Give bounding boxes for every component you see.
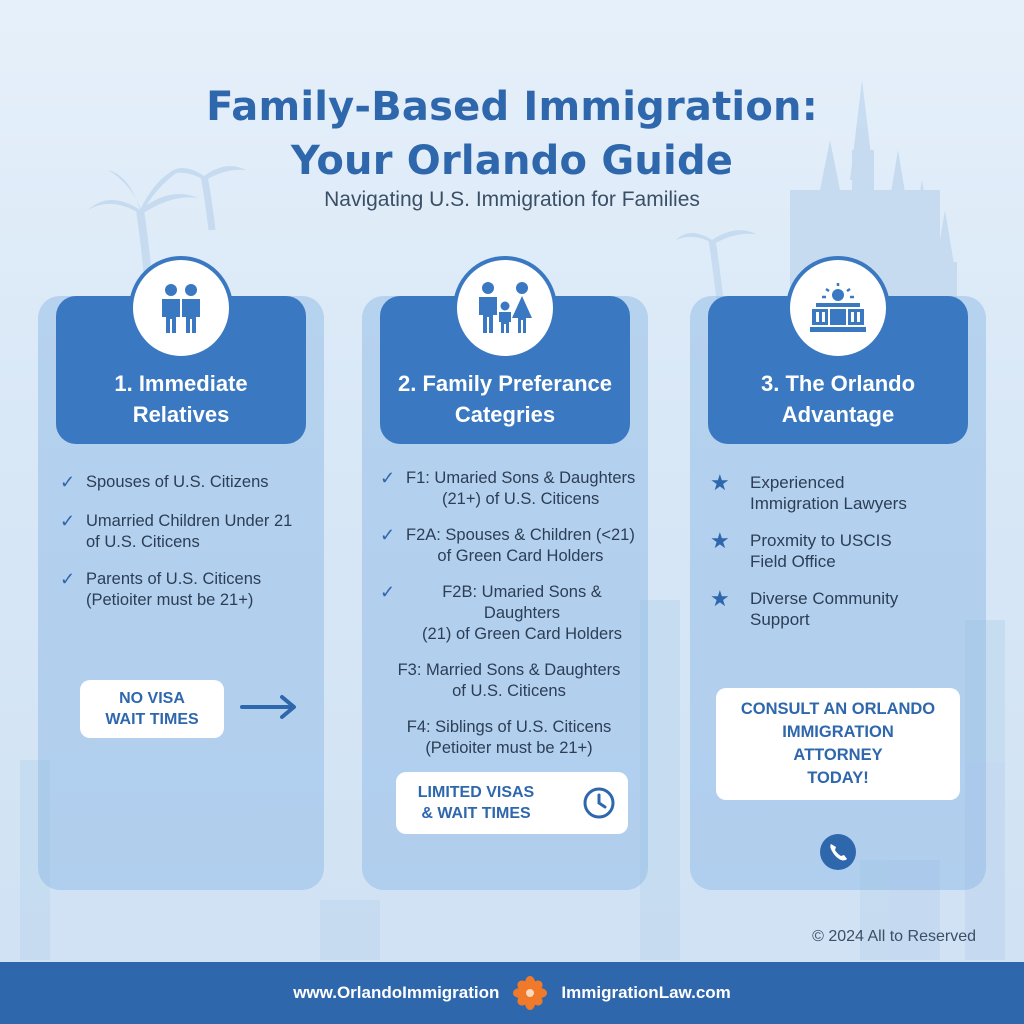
item-line-2: (Petioiter must be 21+) — [425, 739, 593, 757]
list-item — [380, 582, 638, 645]
copyright-notice: © 2024 All to Reserved — [812, 928, 976, 945]
check-icon: ✓ — [380, 525, 396, 545]
item-line-1: Parents of U.S. Citicens — [86, 570, 262, 588]
column-title-line-2: Advantage — [781, 402, 895, 427]
clock-icon — [582, 786, 616, 820]
list-item — [380, 468, 638, 510]
check-icon: ✓ — [60, 569, 76, 589]
item-line-2: of U.S. Citicens — [86, 533, 200, 551]
item-list — [710, 472, 976, 646]
orange-flower-icon — [513, 976, 547, 1010]
column-header — [56, 296, 306, 444]
item-line-1: F4: Siblings of U.S. Citicens — [406, 718, 612, 736]
list-item — [710, 530, 976, 572]
page-title-line-1: Family-Based Immigration: — [206, 84, 818, 130]
limited-visas-badge — [396, 772, 628, 834]
column-title-line-1: 2. Family Preferance — [397, 371, 612, 396]
footer-url-left[interactable]: www.OrlandoImmigration — [293, 983, 500, 1002]
page-subtitle: Navigating U.S. Immigration for Families — [324, 188, 700, 211]
item-line-1: Experienced — [750, 473, 845, 492]
item-line-2: of U.S. Citicens — [452, 682, 566, 700]
badge-line-2: & WAIT TIMES — [421, 805, 531, 822]
arrow-right-icon — [238, 692, 300, 722]
item-line-1: Proxmity to USCIS — [750, 531, 892, 550]
courthouse-icon — [786, 256, 890, 360]
list-item — [380, 525, 638, 567]
badge-line-1: LIMITED VISAS — [417, 784, 535, 801]
column-title-line-2: Relatives — [132, 402, 230, 427]
item-list — [60, 472, 314, 627]
two-people-icon — [129, 256, 233, 360]
footer-bar — [0, 962, 1024, 1024]
column-title — [380, 368, 630, 430]
list-item — [710, 472, 976, 514]
list-item — [380, 660, 638, 702]
cta-line-1: CONSULT AN ORLANDO — [740, 700, 936, 718]
check-icon: ✓ — [60, 511, 76, 531]
column-title-line-1: 3. The Orlando — [760, 371, 916, 396]
star-icon: ★ — [710, 470, 730, 495]
column-header — [380, 296, 630, 444]
cta-line-4: TODAY! — [807, 769, 869, 787]
item-line-1: Spouses of U.S. Citizens — [86, 473, 269, 491]
item-line-1: Diverse Community — [750, 589, 899, 608]
item-line-2: (21) of Green Card Holders — [422, 625, 622, 643]
column-family-preference — [362, 296, 648, 890]
item-line-2: Support — [750, 610, 810, 629]
check-icon: ✓ — [380, 468, 396, 488]
item-line-1: F2B: Umaried Sons & Daughters — [442, 583, 602, 622]
phone-icon[interactable] — [818, 832, 858, 872]
list-item — [60, 472, 314, 493]
list-item — [60, 511, 314, 553]
item-line-2: of Green Card Holders — [437, 547, 604, 565]
item-line-1: Umarried Children Under 21 — [86, 512, 293, 530]
badge-line-2: WAIT TIMES — [105, 711, 199, 728]
item-line-2: Immigration Lawyers — [750, 494, 907, 513]
list-item — [380, 717, 638, 759]
check-icon: ✓ — [380, 582, 396, 602]
check-icon: ✓ — [60, 472, 76, 492]
page-title — [0, 80, 1024, 188]
column-title — [56, 368, 306, 430]
page-title-line-2: Your Orlando Guide — [290, 138, 734, 184]
consult-attorney-button[interactable] — [716, 688, 960, 800]
footer-url-right[interactable]: ImmigrationLaw.com — [561, 983, 731, 1002]
family-icon — [453, 256, 557, 360]
item-line-2: Field Office — [750, 552, 836, 571]
column-header — [708, 296, 968, 444]
column-immediate-relatives — [38, 296, 324, 890]
column-title-line-1: 1. Immediate — [114, 371, 248, 396]
column-title-line-2: Categries — [454, 402, 556, 427]
column-title — [708, 368, 968, 430]
list-item — [60, 569, 314, 611]
badge-line-1: NO VISA — [119, 690, 185, 707]
cta-line-3: ATTORNEY — [793, 746, 883, 764]
item-line-2: (Petioiter must be 21+) — [86, 591, 254, 609]
cta-line-2: IMMIGRATION — [782, 723, 894, 741]
star-icon: ★ — [710, 528, 730, 553]
item-line-1: F3: Married Sons & Daughters — [397, 661, 621, 679]
item-line-1: F1: Umaried Sons & Daughters — [406, 469, 636, 487]
column-orlando-advantage — [690, 296, 986, 890]
item-line-2: (21+) of U.S. Citicens — [442, 490, 600, 508]
item-list — [380, 468, 638, 774]
list-item — [710, 588, 976, 630]
no-visa-wait-badge — [80, 680, 224, 738]
item-line-1: F2A: Spouses & Children (<21) — [406, 526, 635, 544]
star-icon: ★ — [710, 586, 730, 611]
